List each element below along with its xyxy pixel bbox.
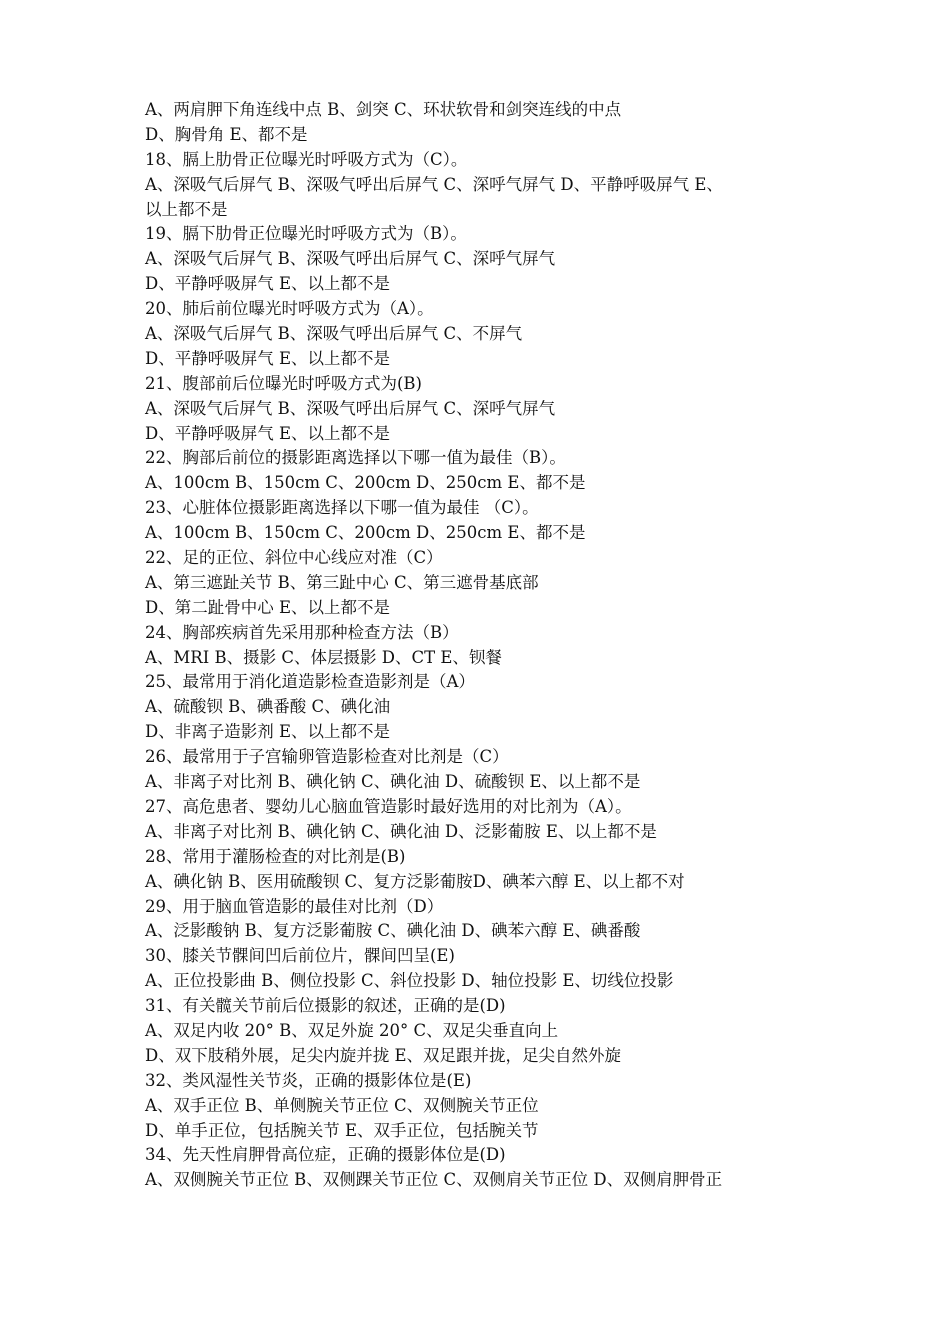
text-line: A、硫酸钡 B、碘番酸 C、碘化油 xyxy=(145,697,391,717)
text-line: D、平静呼吸屏气 E、以上都不是 xyxy=(145,348,391,368)
question-line: 25、最常用于消化道造影检查造影剂是（A） xyxy=(145,672,475,692)
question-line: 31、有关髋关节前后位摄影的叙述，正确的是(D) xyxy=(145,996,506,1016)
question-line: 29、用于脑血管造影的最佳对比剂（D） xyxy=(145,896,444,916)
text-line: A、100cm B、150cm C、200cm D、250cm E、都不是 xyxy=(145,473,586,493)
text-line: A、碘化钠 B、医用硫酸钡 C、复方泛影葡胺D、碘苯六醇 E、以上都不对 xyxy=(145,871,685,891)
text-line: A、双手正位 B、单侧腕关节正位 C、双侧腕关节正位 xyxy=(145,1095,539,1115)
text-line: A、深吸气后屏气 B、深吸气呼出后屏气 C、深呼气屏气 xyxy=(145,249,556,269)
text-line: A、深吸气后屏气 B、深吸气呼出后屏气 C、深呼气屏气 xyxy=(145,398,556,418)
question-line: 18、膈上肋骨正位曝光时呼吸方式为（C）。 xyxy=(145,149,468,169)
text-line: A、深吸气后屏气 B、深吸气呼出后屏气 C、不屏气 xyxy=(145,324,523,344)
text-line: A、MRI B、摄影 C、体层摄影 D、CT E、钡餐 xyxy=(145,647,502,667)
text-line: D、双下肢稍外展，足尖内旋并拢 E、双足跟并拢，足尖自然外旋 xyxy=(145,1045,622,1065)
question-line: 22、胸部后前位的摄影距离选择以下哪一值为最佳（B）。 xyxy=(145,448,566,468)
question-line: 21、腹部前后位曝光时呼吸方式为(B) xyxy=(145,373,422,393)
text-line: D、第二趾骨中心 E、以上都不是 xyxy=(145,597,391,617)
text-line: A、泛影酸钠 B、复方泛影葡胺 C、碘化油 D、碘苯六醇 E、碘番酸 xyxy=(145,921,641,941)
question-line: 19、膈下肋骨正位曝光时呼吸方式为（B）。 xyxy=(145,224,467,244)
question-line: 20、肺后前位曝光时呼吸方式为（A）。 xyxy=(145,299,434,319)
text-line: A、双足内收 20° B、双足外旋 20° C、双足尖垂直向上 xyxy=(145,1020,559,1040)
question-line: 30、膝关节髁间凹后前位片，髁间凹呈(E) xyxy=(145,946,455,966)
text-line: A、深吸气后屏气 B、深吸气呼出后屏气 C、深呼气屏气 D、平静呼吸屏气 E、 xyxy=(145,174,723,194)
question-line: 26、最常用于子宫输卵管造影检查对比剂是（C） xyxy=(145,747,509,767)
text-line: A、第三遮趾关节 B、第三趾中心 C、第三遮骨基底部 xyxy=(145,572,539,592)
question-line: 32、类风湿性关节炎，正确的摄影体位是(E) xyxy=(145,1070,472,1090)
text-line: D、平静呼吸屏气 E、以上都不是 xyxy=(145,423,391,443)
text-line: D、平静呼吸屏气 E、以上都不是 xyxy=(145,274,391,294)
document-text-block xyxy=(145,98,825,1193)
text-line: A、100cm B、150cm C、200cm D、250cm E、都不是 xyxy=(145,523,586,543)
question-line: 23、心脏体位摄影距离选择以下哪一值为最佳 （C）。 xyxy=(145,498,539,518)
question-line: 28、常用于灌肠检查的对比剂是(B) xyxy=(145,846,406,866)
text-line: 以上都不是 xyxy=(145,199,228,219)
text-line: A、非离子对比剂 B、碘化钠 C、碘化油 D、硫酸钡 E、以上都不是 xyxy=(145,772,641,792)
text-line: D、胸骨角 E、都不是 xyxy=(145,124,308,144)
question-line: 24、胸部疾病首先采用那种检查方法（B） xyxy=(145,622,459,642)
text-line: A、正位投影曲 B、侧位投影 C、斜位投影 D、轴位投影 E、切线位投影 xyxy=(145,971,674,991)
text-line: D、非离子造影剂 E、以上都不是 xyxy=(145,722,391,742)
question-line: 27、高危患者、婴幼儿心脑血管造影时最好选用的对比剂为（A）。 xyxy=(145,796,632,816)
text-line: A、双侧腕关节正位 B、双侧踝关节正位 C、双侧肩关节正位 D、双侧肩胛骨正 xyxy=(145,1170,723,1190)
text-line: A、非离子对比剂 B、碘化钠 C、碘化油 D、泛影葡胺 E、以上都不是 xyxy=(145,821,657,841)
text-line: A、两肩胛下角连线中点 B、剑突 C、环状软骨和剑突连线的中点 xyxy=(145,100,622,119)
question-line: 22、足的正位、斜位中心线应对准（C） xyxy=(145,548,443,568)
text-line: D、单手正位，包括腕关节 E、双手正位，包括腕关节 xyxy=(145,1120,539,1140)
question-line: 34、先天性肩胛骨高位症，正确的摄影体位是(D) xyxy=(145,1145,506,1165)
